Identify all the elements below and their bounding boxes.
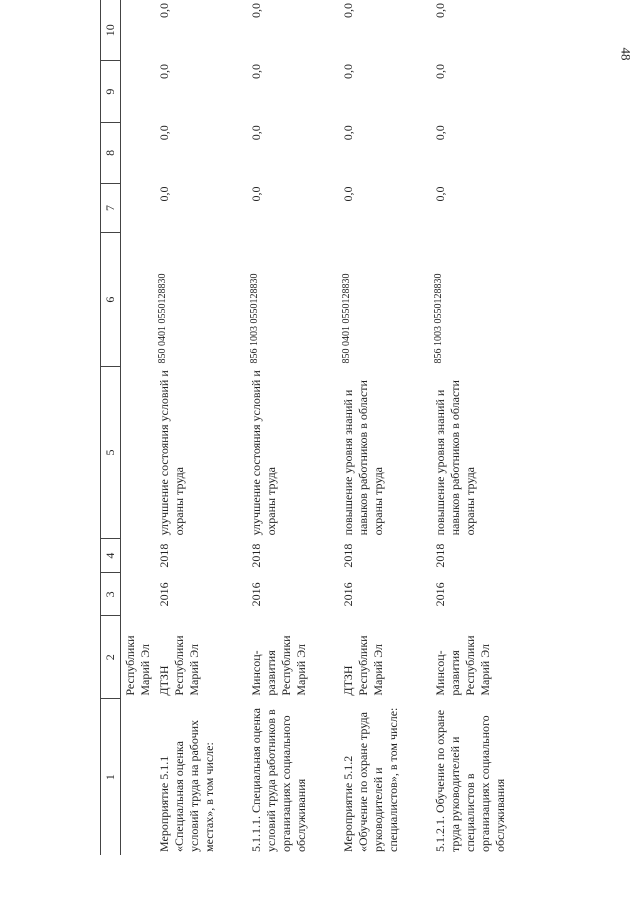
table-row [247, 0, 339, 855]
expected-result: улучшение состояния условий и охраны труда [249, 370, 278, 536]
measure-name: Мероприятие 5.1.2 «Обучение по охране труда руководителей и специалистов», в том числе: [341, 707, 400, 852]
value-col7: 0,0 [433, 186, 447, 202]
value-col9: 0,0 [433, 63, 447, 79]
value-col10: 0,0 [433, 3, 447, 18]
budget-code: 850 0401 0550128830 [157, 273, 168, 364]
header-row [101, 0, 121, 855]
value-col8: 0,0 [433, 125, 447, 141]
value-col7: 0,0 [341, 186, 355, 202]
col-header: 5 [101, 367, 121, 539]
value-col9: 0,0 [341, 63, 355, 79]
value-col8: 0,0 [341, 125, 355, 141]
value-col10: 0,0 [341, 3, 355, 18]
col-header: 4 [101, 538, 121, 572]
expected-result: улучшение состояния условий и охраны труда [157, 370, 186, 536]
col-header: 1 [101, 699, 121, 855]
page-number: 48 [618, 47, 634, 61]
expected-result: повышение уровня знаний и навыков работников в области охраны труда [433, 380, 477, 536]
carry-over-executor: Республики Марий Эл [123, 635, 152, 696]
measure-name: Мероприятие 5.1.1 «Специальная оценка условий труда на рабочих местах», в том числе: [157, 719, 216, 852]
value-col7: 0,0 [157, 186, 171, 202]
value-col8: 0,0 [249, 125, 263, 141]
end-year: 2018 [341, 543, 355, 568]
end-year: 2018 [433, 543, 447, 568]
table-row [155, 0, 247, 855]
col-header: 6 [101, 233, 121, 367]
executor: Минсоц-развития Республики Марий Эл [433, 635, 492, 696]
col-header: 10 [101, 0, 121, 61]
value-col10: 0,0 [157, 3, 171, 18]
executor: ДТЗН Республики Марий Эл [341, 635, 385, 696]
budget-code: 850 0401 0550128830 [341, 273, 352, 364]
value-col7: 0,0 [249, 186, 263, 202]
measure-name: 5.1.1.1. Специальная оценка условий труда работников в организациях социального обслуживания [249, 708, 308, 852]
expected-result: повышение уровня знаний и навыков работников в области охраны труда [341, 380, 385, 536]
value-col9: 0,0 [157, 63, 171, 79]
budget-code: 856 1003 0550128830 [249, 273, 260, 364]
end-year: 2018 [249, 543, 263, 568]
col-header: 8 [101, 122, 121, 183]
measure-name: 5.1.2.1. Обучение по охране труда руководителей и специалистов в организациях социального обслуживания [433, 709, 507, 852]
value-col9: 0,0 [249, 63, 263, 79]
start-year: 2016 [433, 582, 447, 607]
start-year: 2016 [341, 582, 355, 607]
table-row [339, 0, 431, 855]
start-year: 2016 [249, 582, 263, 607]
executor: ДТЗН Республики Марий Эл [157, 635, 201, 696]
budget-code: 856 1003 0550128830 [433, 273, 444, 364]
program-table [100, 0, 523, 855]
end-year: 2018 [157, 543, 171, 568]
carry-over-row [121, 0, 156, 855]
col-header: 3 [101, 573, 121, 616]
value-col10: 0,0 [249, 3, 263, 18]
col-header: 7 [101, 184, 121, 233]
col-header: 9 [101, 61, 121, 122]
table-row [431, 0, 523, 855]
executor: Минсоц-развития Республики Марий Эл [249, 635, 308, 696]
value-col8: 0,0 [157, 125, 171, 141]
col-header: 2 [101, 616, 121, 699]
start-year: 2016 [157, 582, 171, 607]
